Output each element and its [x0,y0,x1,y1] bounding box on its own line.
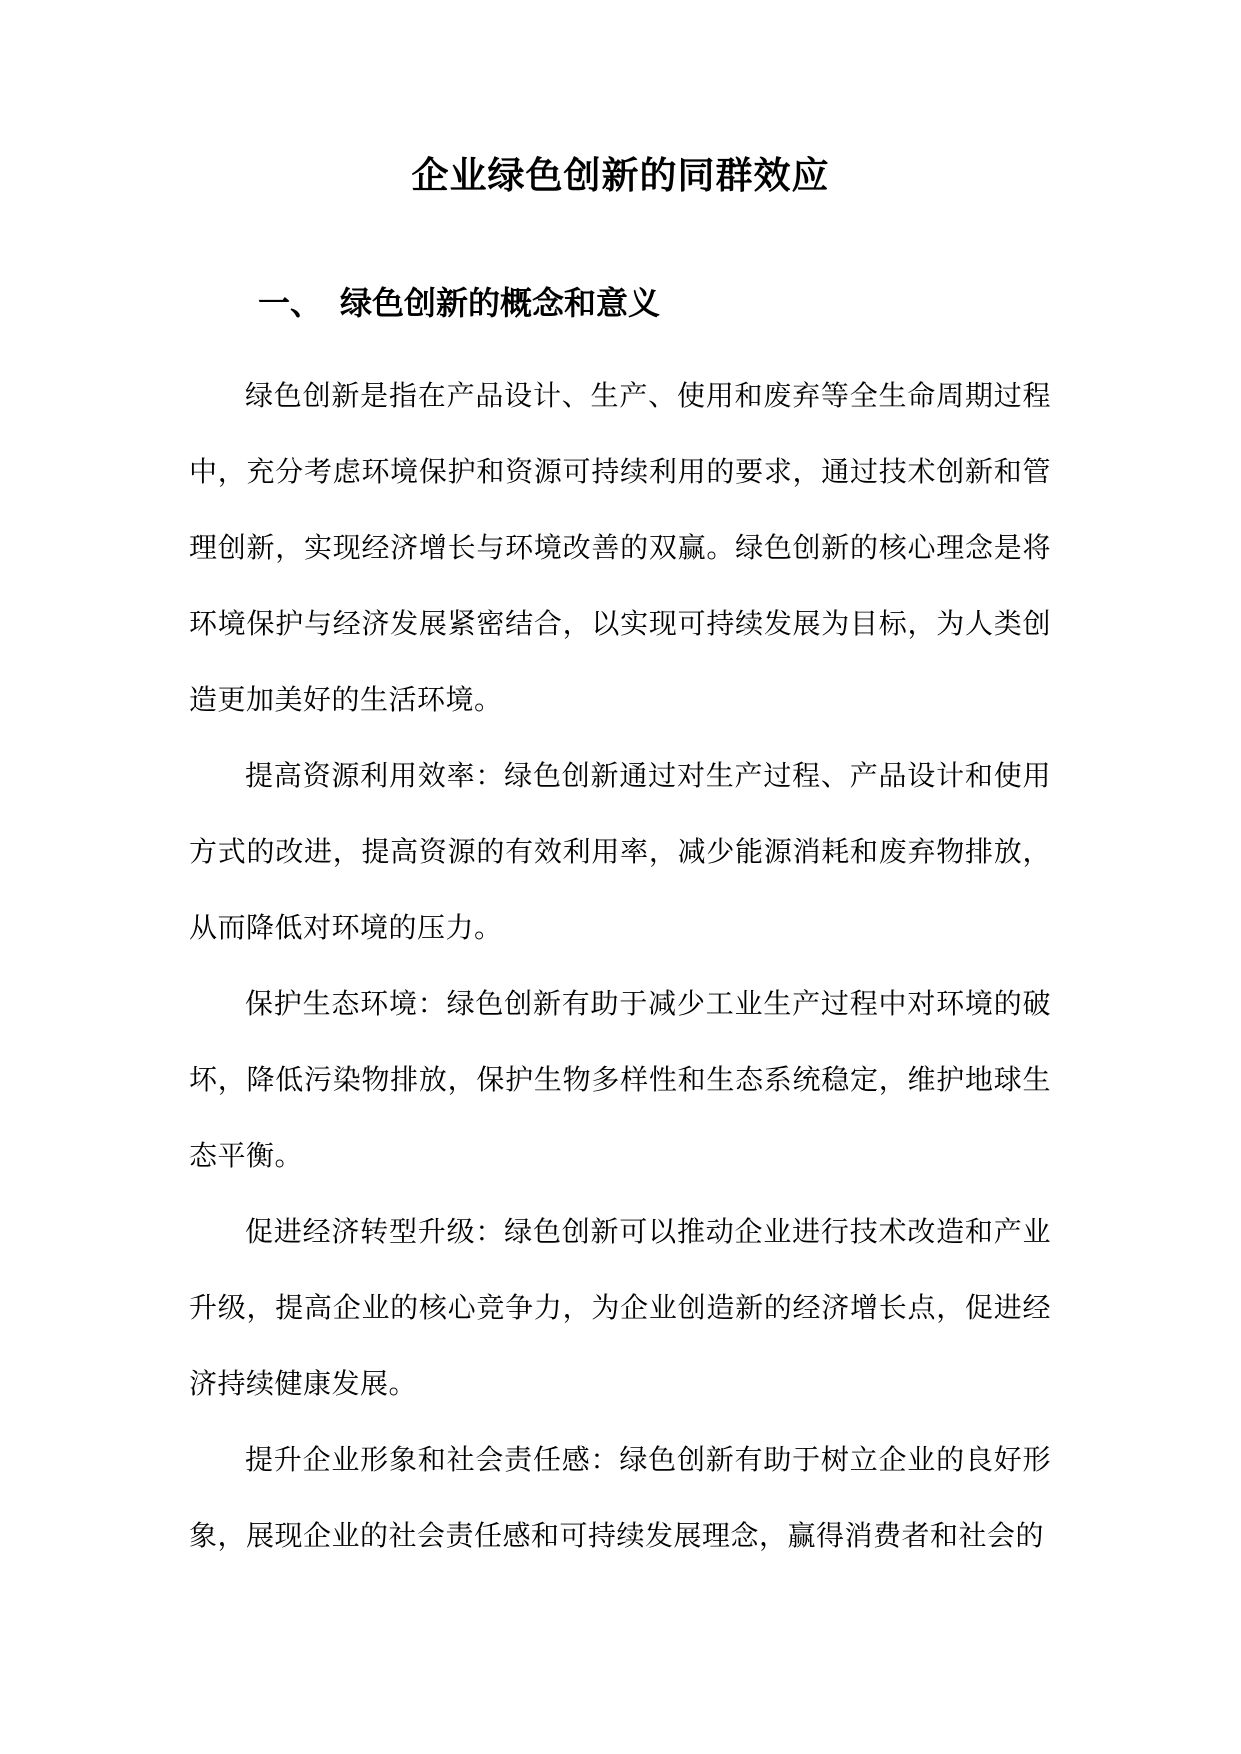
paragraph-economic-upgrade: 促进经济转型升级：绿色创新可以推动企业进行技术改造和产业升级，提高企业的核心竞争力，为企业创造新的经济增长点，促进经济持续健康发展。 [189,1215,1051,1400]
section-heading [258,280,660,326]
paragraph-resource-efficiency: 提高资源利用效率：绿色创新通过对生产过程、产品设计和使用方式的改进，提高资源的有效利用率，减少能源消耗和废弃物排放，从而降低对环境的压力。 [189,759,1051,944]
document-title: 企业绿色创新的同群效应 [411,153,830,197]
paragraph-corporate-image: 提升企业形象和社会责任感：绿色创新有助于树立企业的良好形象，展现企业的社会责任感和可持续发展理念，赢得消费者和社会的 [189,1443,1051,1552]
document-body [189,358,1051,1574]
section-title: 绿色创新的概念和意义 [340,284,661,322]
paragraph-definition: 绿色创新是指在产品设计、生产、使用和废弃等全生命周期过程中，充分考虑环境保护和资源可持续利用的要求，通过技术创新和管理创新，实现经济增长与环境改善的双赢。绿色创新的核心理念是将环境保护与经济发展紧密结合，以实现可持续发展为目标，为人类创造更加美好的生活环境。 [189,379,1051,716]
paragraph-ecology-protection: 保护生态环境：绿色创新有助于减少工业生产过程中对环境的破坏，降低污染物排放，保护生物多样性和生态系统稳定，维护地球生态平衡。 [189,987,1051,1172]
section-number: 一、 [258,284,323,322]
